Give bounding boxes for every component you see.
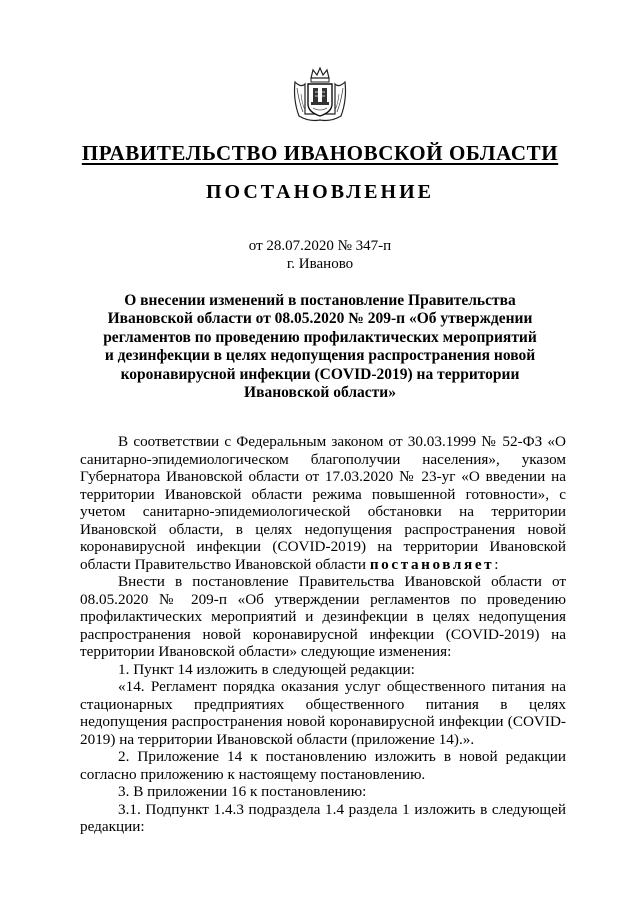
document-type: ПОСТАНОВЛЕНИЕ [206,181,434,203]
document-city: г. Иваново [286,256,354,272]
preamble-colon: : [494,555,499,573]
government-title: ПРАВИТЕЛЬСТВО ИВАНОВСКОЙ ОБЛАСТИ [81,141,559,165]
paragraph-item-2: 2. Приложение 14 к постановлению изложить в новой редакции согласно приложению к настоящему постановлению. [80,748,566,783]
document-heading: О внесении изменений в постановление Правительства Ивановской области от 08.05.2020 № 209-п «Об утверждении регламентов по проведению профилактических мероприятий и дезинфекции в целях недопущения распространения новой коронавирусной инфекции (COVID-2019) на территории Ивановской области» [103,292,537,402]
document-body [80,433,566,836]
paragraph-item-1: 1. Пункт 14 изложить в следующей редакции: [118,660,415,678]
paragraph-preamble [80,433,566,573]
resolution-keyword: постановляет [369,555,495,573]
document-date-number: от 28.07.2020 № 347-п [248,238,392,254]
paragraph-item-3-1: 3.1. Подпункт 1.4.3 подраздела 1.4 раздела 1 изложить в следующей редакции: [80,800,566,835]
coat-of-arms-icon [289,64,351,126]
paragraph-item-3: 3. В приложении 16 к постановлению: [118,783,367,800]
paragraph-item-14-text: «14. Регламент порядка оказания услуг общественного питания на стационарных предприятиях общественного питания в целях недопущения распространения новой коронавирусной инфекции (COVID-2019) на территории Ивановской области (приложение 14).». [80,678,566,748]
preamble-text: В соответствии с Федеральным законом от 30.03.1999 № 52-ФЗ «О санитарно-эпидемиологическом благополучии населения», указом Губернатора Ивановской области от 17.03.2020 № 23-уг «О введении на территории Ивановской области режима повышенной готовности», с учетом санитарно-эпидемиологической обстановки на территории Ивановской области, в целях недопущения распространения новой коронавирусной инфекции (COVID-2019) на территории Ивановской области Правительство Ивановской области [80,433,566,573]
paragraph-amendment-intro: Внести в постановление Правительства Ивановской области от 08.05.2020 № 209-п «Об утверждении регламентов по проведению профилактических мероприятий и дезинфекции в целях недопущения распространения новой коронавирусной инфекции (COVID-2019) на территории Ивановской области» следующие изменения: [80,573,566,660]
